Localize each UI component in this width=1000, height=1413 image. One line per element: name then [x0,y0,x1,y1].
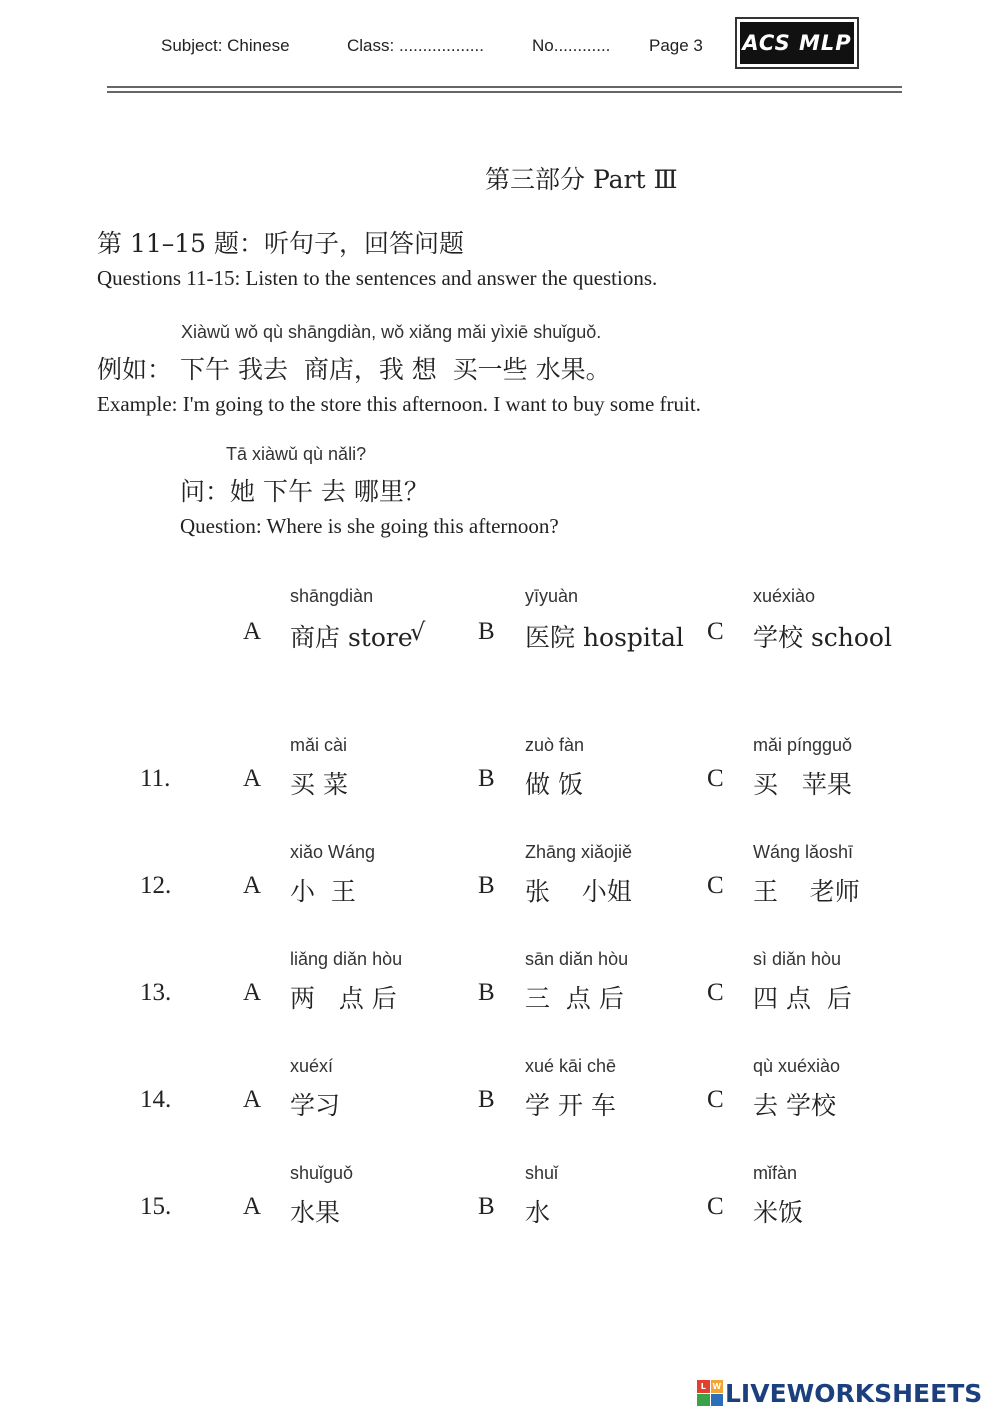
option-c-text[interactable]: 米饭 [753,1198,804,1227]
option-c-pinyin: Wáng lǎoshī [753,842,854,862]
option-b-text[interactable]: 水 [525,1198,551,1227]
page-number: Page 3 [649,36,703,55]
option-b-letter[interactable]: B [478,765,495,792]
checkmark-icon: √ [410,618,426,646]
example-pinyin: Xiàwǔ wǒ qù shāngdiàn, wǒ xiǎng mǎi yìxiē shuǐguǒ. [181,322,602,342]
question-number: 11. [140,765,171,792]
option-c-letter[interactable]: C [707,872,724,899]
option-b-pinyin: sān diǎn hòu [525,949,629,969]
option-c-letter[interactable]: C [707,765,724,792]
part-title: 第三部分 Part Ⅲ [485,165,678,194]
option-a-letter[interactable]: A [243,872,262,899]
instructions-range: 第 11–15 题：听句子，回答问题 [97,229,465,258]
option-b-pinyin: zuò fàn [525,735,585,755]
option-a-pinyin: liǎng diǎn hòu [290,949,403,969]
example-option-a-pinyin: shāngdiàn [290,586,374,606]
option-a-text[interactable]: 学习 [290,1091,341,1120]
option-b-text[interactable]: 张 小姐 [525,877,632,906]
question-row [0,1056,1000,1136]
example-option-a-text: 商店 store [290,623,413,652]
option-c-letter[interactable]: C [707,979,724,1006]
option-c-text[interactable]: 买 苹果 [753,770,852,799]
option-c-letter[interactable]: C [707,1086,724,1113]
school-logo [735,17,859,69]
option-c-letter[interactable]: C [707,1193,724,1220]
option-a-letter[interactable]: A [243,979,262,1006]
option-c-pinyin: mǐfàn [753,1163,798,1183]
example-question-pinyin: Tā xiàwǔ qù nǎli? [226,444,367,464]
question-row [0,842,1000,922]
option-c-pinyin: qù xuéxiào [753,1056,841,1076]
option-a-pinyin: shuǐguǒ [290,1163,354,1183]
option-a-letter[interactable]: A [243,765,262,792]
question-row [0,1163,1000,1243]
option-b-pinyin: shuǐ [525,1163,559,1183]
liveworksheets-logo[interactable] [697,1378,982,1408]
option-b-letter[interactable]: B [478,979,495,1006]
example-option-c-pinyin: xuéxiào [753,586,816,606]
example-english: Example: I'm going to the store this afternoon. I want to buy some fruit. [97,392,701,416]
option-b-letter[interactable]: B [478,1193,495,1220]
option-a-pinyin: xuéxí [290,1056,334,1076]
liveworksheets-brand: LIVEWORKSHEETS [725,1378,983,1408]
example-label: 例如： [97,355,173,384]
badge-cell: W [712,1381,722,1391]
header-separator [107,86,902,93]
option-a-text[interactable]: 买 菜 [290,770,348,799]
option-b-text[interactable]: 做 饭 [525,770,583,799]
instructions-english: Questions 11-15: Listen to the sentences and answer the questions. [97,266,658,290]
example-option-c-letter: C [707,618,724,645]
badge-cell [697,1394,710,1407]
question-number: 12. [140,872,172,899]
example-option-b-pinyin: yīyuàn [525,586,579,606]
option-c-pinyin: mǎi píngguǒ [753,735,853,755]
option-a-pinyin: mǎi cài [290,735,348,755]
option-b-text[interactable]: 学 开 车 [525,1091,616,1120]
number-field[interactable]: No............ [532,36,611,55]
option-a-pinyin: xiǎo Wáng [290,842,376,862]
option-c-text[interactable]: 去 学校 [753,1091,836,1120]
class-field[interactable]: Class: .................. [347,36,484,55]
example-question-english: Question: Where is she going this afternoon? [180,514,559,538]
option-c-text[interactable]: 王 老师 [753,877,860,906]
question-row [0,735,1000,815]
option-a-text[interactable]: 两 点 后 [290,984,397,1013]
option-b-text[interactable]: 三 点 后 [525,984,624,1013]
example-option-b-letter: B [478,618,495,645]
example-option-a-letter: A [243,618,262,645]
example-option-c-text: 学校 school [753,623,892,652]
question-number: 13. [140,979,172,1006]
option-a-letter[interactable]: A [243,1193,262,1220]
subject-label: Subject: Chinese [161,36,290,55]
option-c-text[interactable]: 四 点 后 [753,984,852,1013]
liveworksheets-badge-icon [697,1380,723,1406]
option-b-pinyin: xué kāi chē [525,1056,617,1076]
badge-cell: L [697,1380,710,1393]
question-number: 14. [140,1086,172,1113]
option-b-letter[interactable]: B [478,1086,495,1113]
example-sentence: 下午 我去 商店，我 想 买一些 水果。 [180,355,611,384]
school-logo-text: ACS MLP [740,22,854,64]
option-b-letter[interactable]: B [478,872,495,899]
option-c-pinyin: sì diǎn hòu [753,949,842,969]
option-b-pinyin: Zhāng xiǎojiě [525,842,633,862]
option-a-letter[interactable]: A [243,1086,262,1113]
example-question-cn: 问：她 下午 去 哪里？ [180,477,429,506]
option-a-text[interactable]: 小 王 [290,877,356,906]
question-number: 15. [140,1193,172,1220]
example-option-b-text: 医院 hospital [525,623,684,652]
badge-cell [711,1394,724,1407]
option-a-text[interactable]: 水果 [290,1198,341,1227]
question-row [0,949,1000,1029]
